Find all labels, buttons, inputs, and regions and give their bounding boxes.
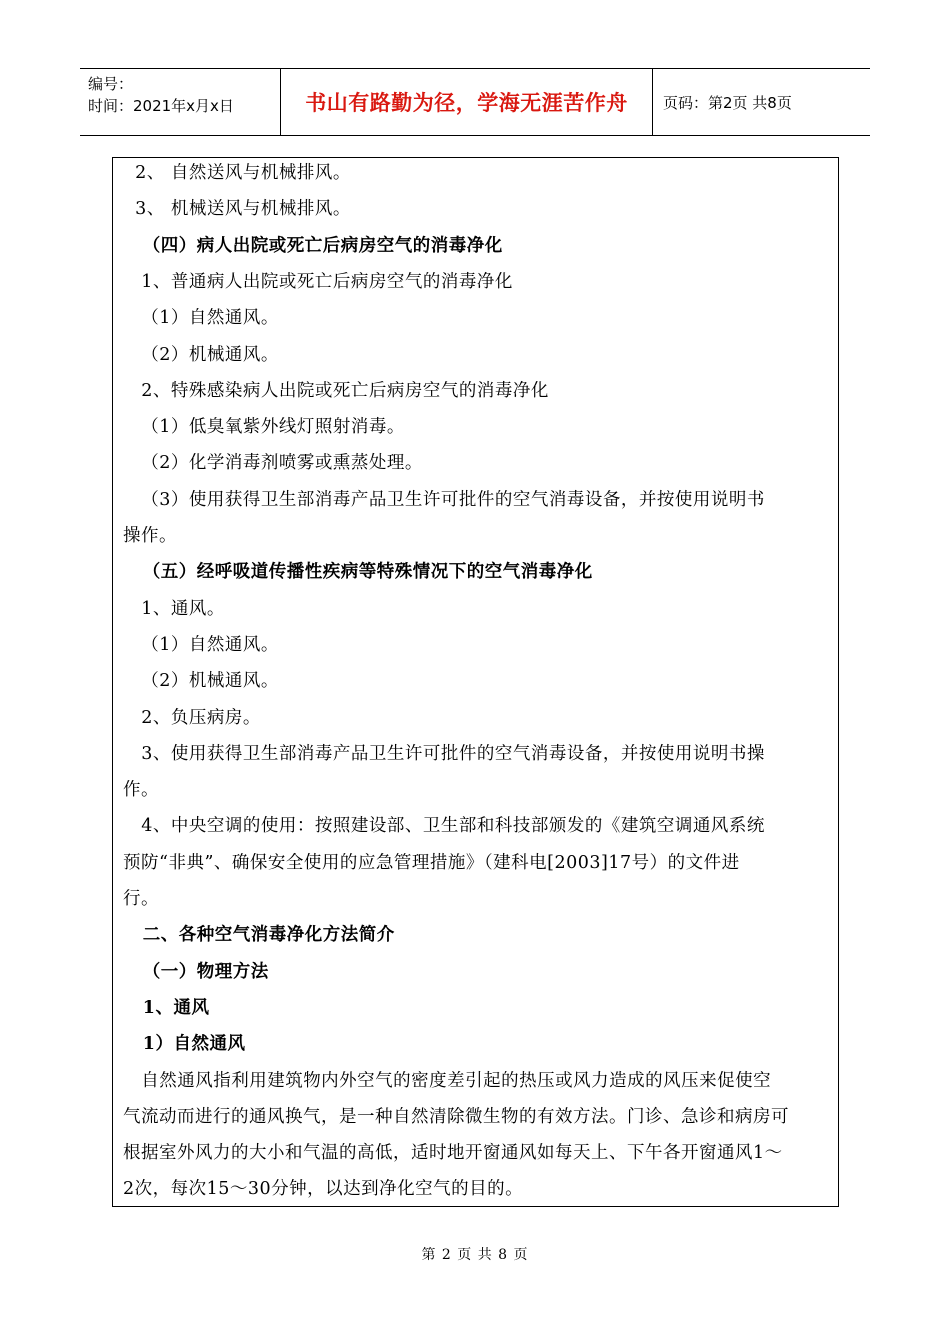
paragraph-line: 行。: [123, 889, 159, 909]
paragraph-line: 2、负压病房。: [123, 707, 261, 728]
paragraph-line: 1、普通病人出院或死亡后病房空气的消毒净化: [123, 271, 513, 292]
paragraph-line: 根据室外风力的大小和气温的高低，适时地开窗通风如每天上、下午各开窗通风1～: [123, 1143, 783, 1164]
section-heading: 1、通风: [123, 997, 210, 1018]
paragraph-line: 自然通风指利用建筑物内外空气的密度差引起的热压或风力造成的风压来促使空: [123, 1070, 772, 1091]
paragraph-line: （2）机械通风。: [123, 344, 279, 365]
section-heading: 1）自然通风: [123, 1034, 246, 1055]
number-label: 编号：: [88, 75, 134, 93]
paragraph-line: 2次，每次15～30分钟，以达到净化空气的目的。: [123, 1179, 524, 1200]
section-heading: （四）病人出院或死亡后病房空气的消毒净化: [123, 235, 503, 256]
section-heading: （五）经呼吸道传播性疾病等特殊情况下的空气消毒净化: [123, 562, 593, 583]
page-number-label: 页码：第2页 共8页: [663, 93, 792, 112]
page-footer: 第 2 页 共 8 页: [421, 1247, 529, 1263]
header-left-cell: [80, 69, 281, 135]
paragraph-line: 3、使用获得卫生部消毒产品卫生许可批件的空气消毒设备，并按使用说明书操: [123, 743, 765, 764]
paragraph-line: 预防“非典”、确保安全使用的应急管理措施》（建科电[2003]17号）的文件进: [123, 852, 740, 873]
page-header: [80, 68, 870, 136]
paragraph-line: 操作。: [123, 526, 177, 546]
paragraph-line: （2）机械通风。: [123, 671, 279, 692]
document-body: [112, 157, 839, 1207]
paragraph-line: 气流动而进行的通风换气，是一种自然清除微生物的有效方法。门诊、急诊和病房可: [123, 1106, 789, 1127]
paragraph-line: 1、通风。: [123, 598, 225, 619]
paragraph-line: 作。: [123, 780, 159, 801]
date-label: 时间：2021年x月x日: [88, 97, 234, 115]
paragraph-line: （3）使用获得卫生部消毒产品卫生许可批件的空气消毒设备，并按使用说明书: [123, 489, 765, 510]
motto-text: 书山有路勤为径，学海无涯苦作舟: [281, 69, 653, 135]
paragraph-line: 2、 自然送风与机械排风。: [123, 163, 351, 183]
paragraph-line: （1）自然通风。: [123, 634, 279, 655]
paragraph-line: （2）化学消毒剂喷雾或熏蒸处理。: [123, 453, 423, 474]
paragraph-line: （1）自然通风。: [123, 308, 279, 329]
paragraph-line: 4、中央空调的使用：按照建设部、卫生部和科技部颁发的《建筑空调通风系统: [123, 816, 765, 837]
section-heading: 二、各种空气消毒净化方法简介: [123, 925, 395, 946]
paragraph-line: （1）低臭氧紫外线灯照射消毒。: [123, 417, 405, 438]
paragraph-line: 2、特殊感染病人出院或死亡后病房空气的消毒净化: [123, 380, 549, 401]
section-heading: （一）物理方法: [123, 961, 269, 982]
paragraph-line: 3、 机械送风与机械排风。: [123, 199, 351, 220]
